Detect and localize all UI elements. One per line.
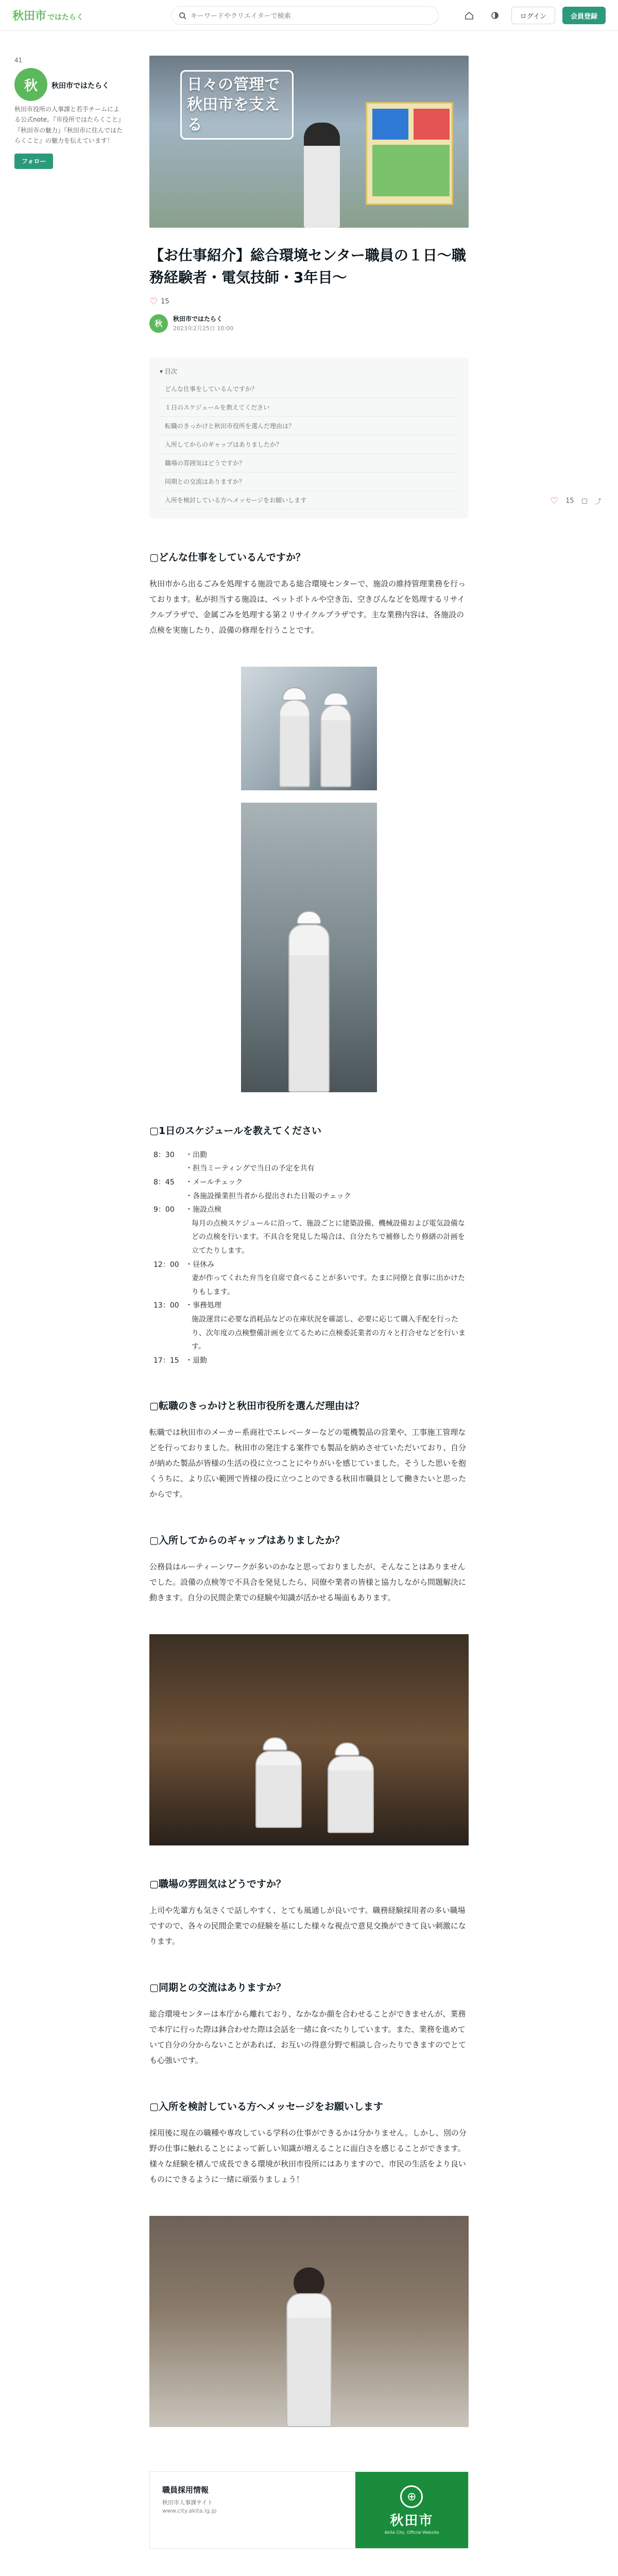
profile-description: 秋田市役所の人事課と若手チームによる公式note。『市役所ではたらくこと』『秋田市の魅力』『秋田市に住んではたらくこと』の魅力を伝えています！: [14, 106, 123, 145]
site-header: [0, 0, 618, 31]
section-heading: ▢1日のスケジュールを教えてください: [149, 1125, 322, 1137]
follower-count: 41: [14, 57, 23, 64]
toc-item[interactable]: 入所を検討している方へメッセージをお願いします: [160, 491, 458, 510]
article-title: 【お仕事紹介】総合環境センター職員の１日～職務経験者・電気技師・3年目～: [149, 247, 466, 286]
hero-display-panel: [366, 102, 453, 205]
toc-item[interactable]: 同期との交流はありますか？: [160, 472, 458, 491]
section-body: 採用後に現在の職種や専攻している学科の仕事ができるかは分かりません。しかし、別の分野の仕事に触れることによって新しい知識が増えることに面白さを感じることができます。様々な経験を積んで成長できる環境が秋田市役所にはありますので、市民の生活をより良いものにできるように一緒に頑張りましょう！: [149, 2128, 467, 2184]
schedule-row: ・各施設操業担当者から提出された日報のチェック: [185, 1192, 351, 1200]
toc-item[interactable]: 職場の雰囲気はどうですか？: [160, 454, 458, 472]
login-button[interactable]: ログイン: [511, 7, 555, 24]
site-logo[interactable]: [12, 7, 83, 23]
toc-heading[interactable]: ▾ 目次: [160, 367, 177, 375]
section-body: 秋田市から出るごみを処理する施設である総合環境センターで、施設の維持管理業務を行っております。私が担当する施設は、ペットボトルや空き缶、空きびんなどを処理するリサイクルプラザで、金属ごみを処理する第２リサイクルプラザです。主な業務内容は、各施設の点検を実施したり、設備の修理を行うことです。: [149, 579, 466, 635]
schedule-row: 妻が作ってくれた弁当を自席で食べることが多いです。たまに同僚と食事に出かけたりもします。: [192, 1274, 465, 1296]
portrait-photo: [149, 2216, 469, 2427]
profile-sidebar: [14, 57, 123, 169]
section-heading: ▢入所してからのギャップはありましたか？: [149, 1535, 345, 1547]
city-seal-icon: ⊕: [400, 2485, 423, 2508]
section-body: 公務員はルーティーンワークが多いのかなと思っておりましたが、そんなことはありませんでした。設備の点検等で不具合を発見したら、同僚や業者の皆様と協力しながら問題解決に動きます。自分の民間企業での経験や知識が活かせる場面もあります。: [149, 1562, 467, 1603]
like-count: 15: [161, 297, 169, 306]
like-count: 15: [565, 497, 574, 505]
share-icon[interactable]: ⤴: [594, 498, 602, 506]
likes-row: [149, 296, 469, 307]
theme-toggle-icon[interactable]: [486, 6, 504, 25]
header-actions: [460, 6, 606, 25]
publish-date: 2023年2月25日 10:00: [173, 325, 234, 332]
section-heading: ▢転職のきっかけと秋田市役所を選んだ理由は？: [149, 1400, 364, 1412]
schedule-row: 施設運営に必要な消耗品などの在庫状況を確認し、必要に応じて購入手配を行ったり、次年度の点検整備計画を立てるために点検委託業者の方々と打合せなどを行います。: [192, 1315, 466, 1351]
schedule-row: 8：30 ・出勤: [153, 1150, 207, 1159]
heart-icon[interactable]: ♡: [550, 496, 559, 506]
search-input[interactable]: [191, 12, 431, 20]
schedule-row: 12：00 ・昼休み: [153, 1260, 214, 1269]
logo-sub: ではたらく: [47, 13, 84, 22]
signup-button[interactable]: 会員登録: [562, 7, 606, 24]
toc-item[interactable]: 転職のきっかけと秋田市役所を選んだ理由は？: [160, 417, 458, 435]
section-body: 総合環境センターは本庁から離れており、なかなか顔を合わせることができませんが、業務で本庁に行った際は鉢合わせた際は会話を一緒に食べたりしています。また、業務を進めていて自分の分からないことがあれば、お互いの得意分野で相談し合ったりできますのでとても心強いです。: [149, 2009, 467, 2065]
plant-photo: [149, 1634, 469, 1845]
section-heading: ▢同期との交流はありますか？: [149, 1982, 286, 1994]
section-body: 上司や先輩方も気さくで話しやすく、とても風通しが良いです。職務経験採用者の多い職場ですので、各々の民間企業での経験を基にした様々な視点で意見交換ができて良い刺激になります。: [149, 1906, 466, 1946]
search-box[interactable]: [171, 6, 439, 25]
heart-icon[interactable]: ♡: [149, 296, 158, 307]
banner-city-name: 秋田市: [390, 2513, 434, 2529]
author-avatar[interactable]: 秋: [149, 314, 168, 333]
hero-title: 日々の管理で秋田市を支える: [180, 70, 294, 140]
schedule-row: 13：00 ・事務処理: [153, 1301, 221, 1310]
floating-actions: [550, 496, 602, 506]
author-name[interactable]: 秋田市ではたらく: [173, 315, 223, 323]
table-of-contents: [149, 358, 469, 519]
avatar[interactable]: 秋: [14, 68, 47, 101]
worker-photo-2: [241, 803, 377, 1092]
toc-item[interactable]: 入所してからのギャップはありましたか？: [160, 435, 458, 454]
article: [149, 56, 469, 2576]
schedule-list: [149, 1148, 469, 1368]
banner-subtitle: 秋田市人事課サイト: [162, 2499, 213, 2506]
worker-photo-1: [241, 667, 377, 790]
schedule-row: 8：45 ・メールチェック: [153, 1178, 243, 1187]
toc-item[interactable]: １日のスケジュールを教えてください: [160, 398, 458, 417]
schedule-row: 17：15 ・退勤: [153, 1356, 207, 1365]
section-body: 転職では秋田市のメーカー系商社でエレベーターなどの電機製品の営業や、工事施工管理などを行っておりました。秋田市の発注する案件でも製品を納めさせていただいており、自分が納めた製品が皆様の生活の役に立つことにやりがいを感じていました。そうした思いを抱くうちに、より広い範囲で皆様の役に立つことのできる秋田市職員として働きたいと思ったからです。: [149, 1428, 467, 1499]
schedule-row: ・担当ミーティングで当日の予定を共有: [185, 1164, 315, 1173]
banner-logo: [355, 2472, 468, 2548]
hero-image: [149, 56, 469, 228]
recruit-banner[interactable]: [149, 2471, 469, 2549]
comment-icon[interactable]: ▢: [581, 497, 588, 505]
author-row: [149, 314, 469, 333]
section-heading: ▢どんな仕事をしているんですか？: [149, 551, 305, 563]
banner-city-sub: Akita City, Official Website: [384, 2530, 439, 2535]
section-heading: ▢入所を検討している方へメッセージをお願いします: [149, 2101, 383, 2113]
banner-url: www.city.akita.lg.jp: [162, 2507, 217, 2515]
toc-item[interactable]: どんな仕事をしているんですか？: [160, 380, 458, 398]
banner-title: 職員採用情報: [162, 2485, 209, 2495]
section-heading: ▢職場の雰囲気はどうですか？: [149, 1878, 286, 1890]
schedule-row: 毎月の点検スケジュールに沿って、施設ごとに建築設備、機械設備および電気設備などの点検を行います。不具合を発見した場合は、自分たちで補修したり修繕の計画を立てたりします。: [192, 1219, 465, 1255]
logo-main: 秋田市: [12, 10, 47, 23]
profile-name[interactable]: 秋田市ではたらく: [52, 82, 109, 90]
follow-button[interactable]: フォロー: [14, 154, 53, 169]
schedule-row: 9：00 ・施設点検: [153, 1206, 221, 1214]
hero-person-figure: [304, 123, 340, 228]
search-icon: [179, 12, 186, 20]
home-icon[interactable]: [460, 6, 478, 25]
